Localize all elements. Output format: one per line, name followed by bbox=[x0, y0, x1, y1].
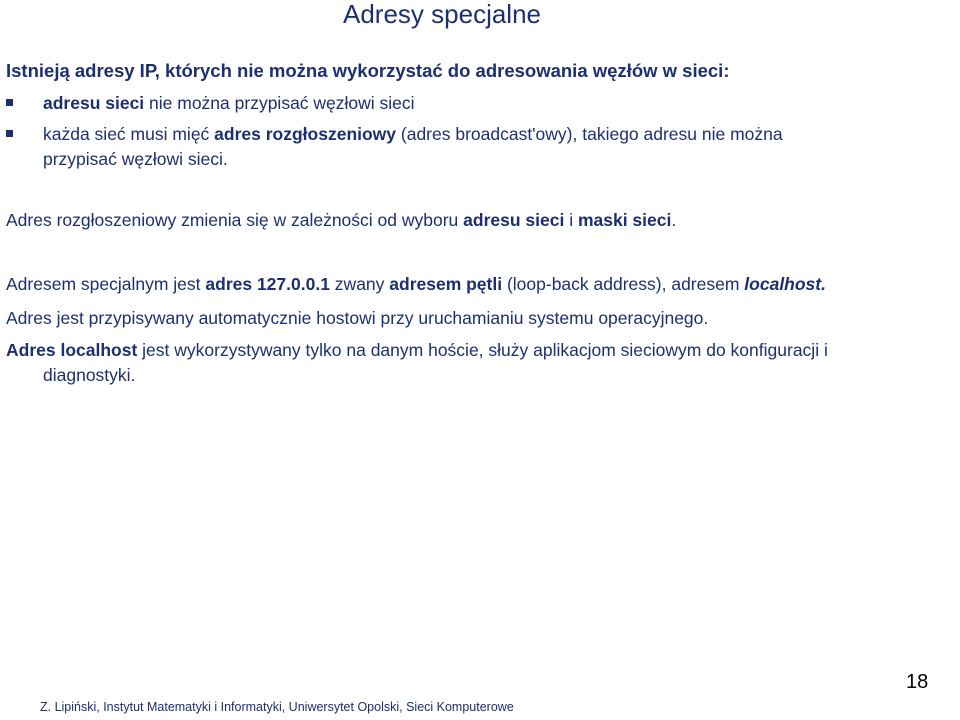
para-line2: diagnostyki. bbox=[43, 365, 136, 385]
bold-term: maski sieci bbox=[577, 210, 672, 230]
page-number: 18 bbox=[906, 671, 929, 693]
bold-term: adres 127.0.0.1 bbox=[205, 274, 330, 294]
bold-term: adresu sieci bbox=[43, 93, 145, 113]
bullet-pre: każda sieć musi mięć bbox=[43, 124, 215, 144]
paragraph-broadcast bbox=[6, 208, 676, 233]
para-text: Adresem specjalnym jest bbox=[6, 274, 206, 294]
paragraph-loopback bbox=[6, 272, 826, 297]
para-text: . bbox=[671, 210, 677, 230]
bold-term: Adres localhost bbox=[6, 340, 138, 360]
bold-term: adres rozgłoszeniowy bbox=[214, 124, 397, 144]
paragraph-localhost bbox=[6, 338, 828, 388]
para-text: Adres rozgłoszeniowy zmienia się w zależności od wyboru bbox=[6, 210, 464, 230]
paragraph-assignment: Adres jest przypisywany automatycznie hostowi przy uruchamianiu systemu operacyjnego. bbox=[6, 308, 709, 328]
bullet-rest: nie można przypisać węzłowi sieci bbox=[144, 93, 415, 113]
bullet-text bbox=[43, 91, 923, 116]
bullet-text bbox=[43, 122, 923, 172]
slide-title: Adresy specjalne bbox=[343, 0, 541, 29]
footer-credit: Z. Lipiński, Instytut Matematyki i Informatyki, Uniwersytet Opolski, Sieci Komputerowe bbox=[40, 700, 514, 714]
para-text: jest wykorzystywany tylko na danym hoście, służy aplikacjom sieciowym do konfiguracji i bbox=[137, 340, 828, 360]
para-text: i bbox=[564, 210, 578, 230]
bold-term: adresu sieci bbox=[463, 210, 565, 230]
intro-heading: Istnieją adresy IP, których nie można wykorzystać do adresowania węzłów w sieci: bbox=[6, 60, 730, 81]
para-text: zwany bbox=[329, 274, 390, 294]
square-bullet-icon bbox=[6, 130, 13, 137]
bullet-rest: (adres broadcast'owy), takiego adresu nie można bbox=[396, 124, 783, 144]
bullet-line2: przypisać węzłowi sieci. bbox=[43, 149, 228, 169]
para-text: (loop-back address), adresem bbox=[502, 274, 745, 294]
square-bullet-icon bbox=[6, 99, 13, 106]
bold-term: adresem pętli bbox=[389, 274, 503, 294]
bold-italic-term: localhost. bbox=[744, 274, 826, 294]
